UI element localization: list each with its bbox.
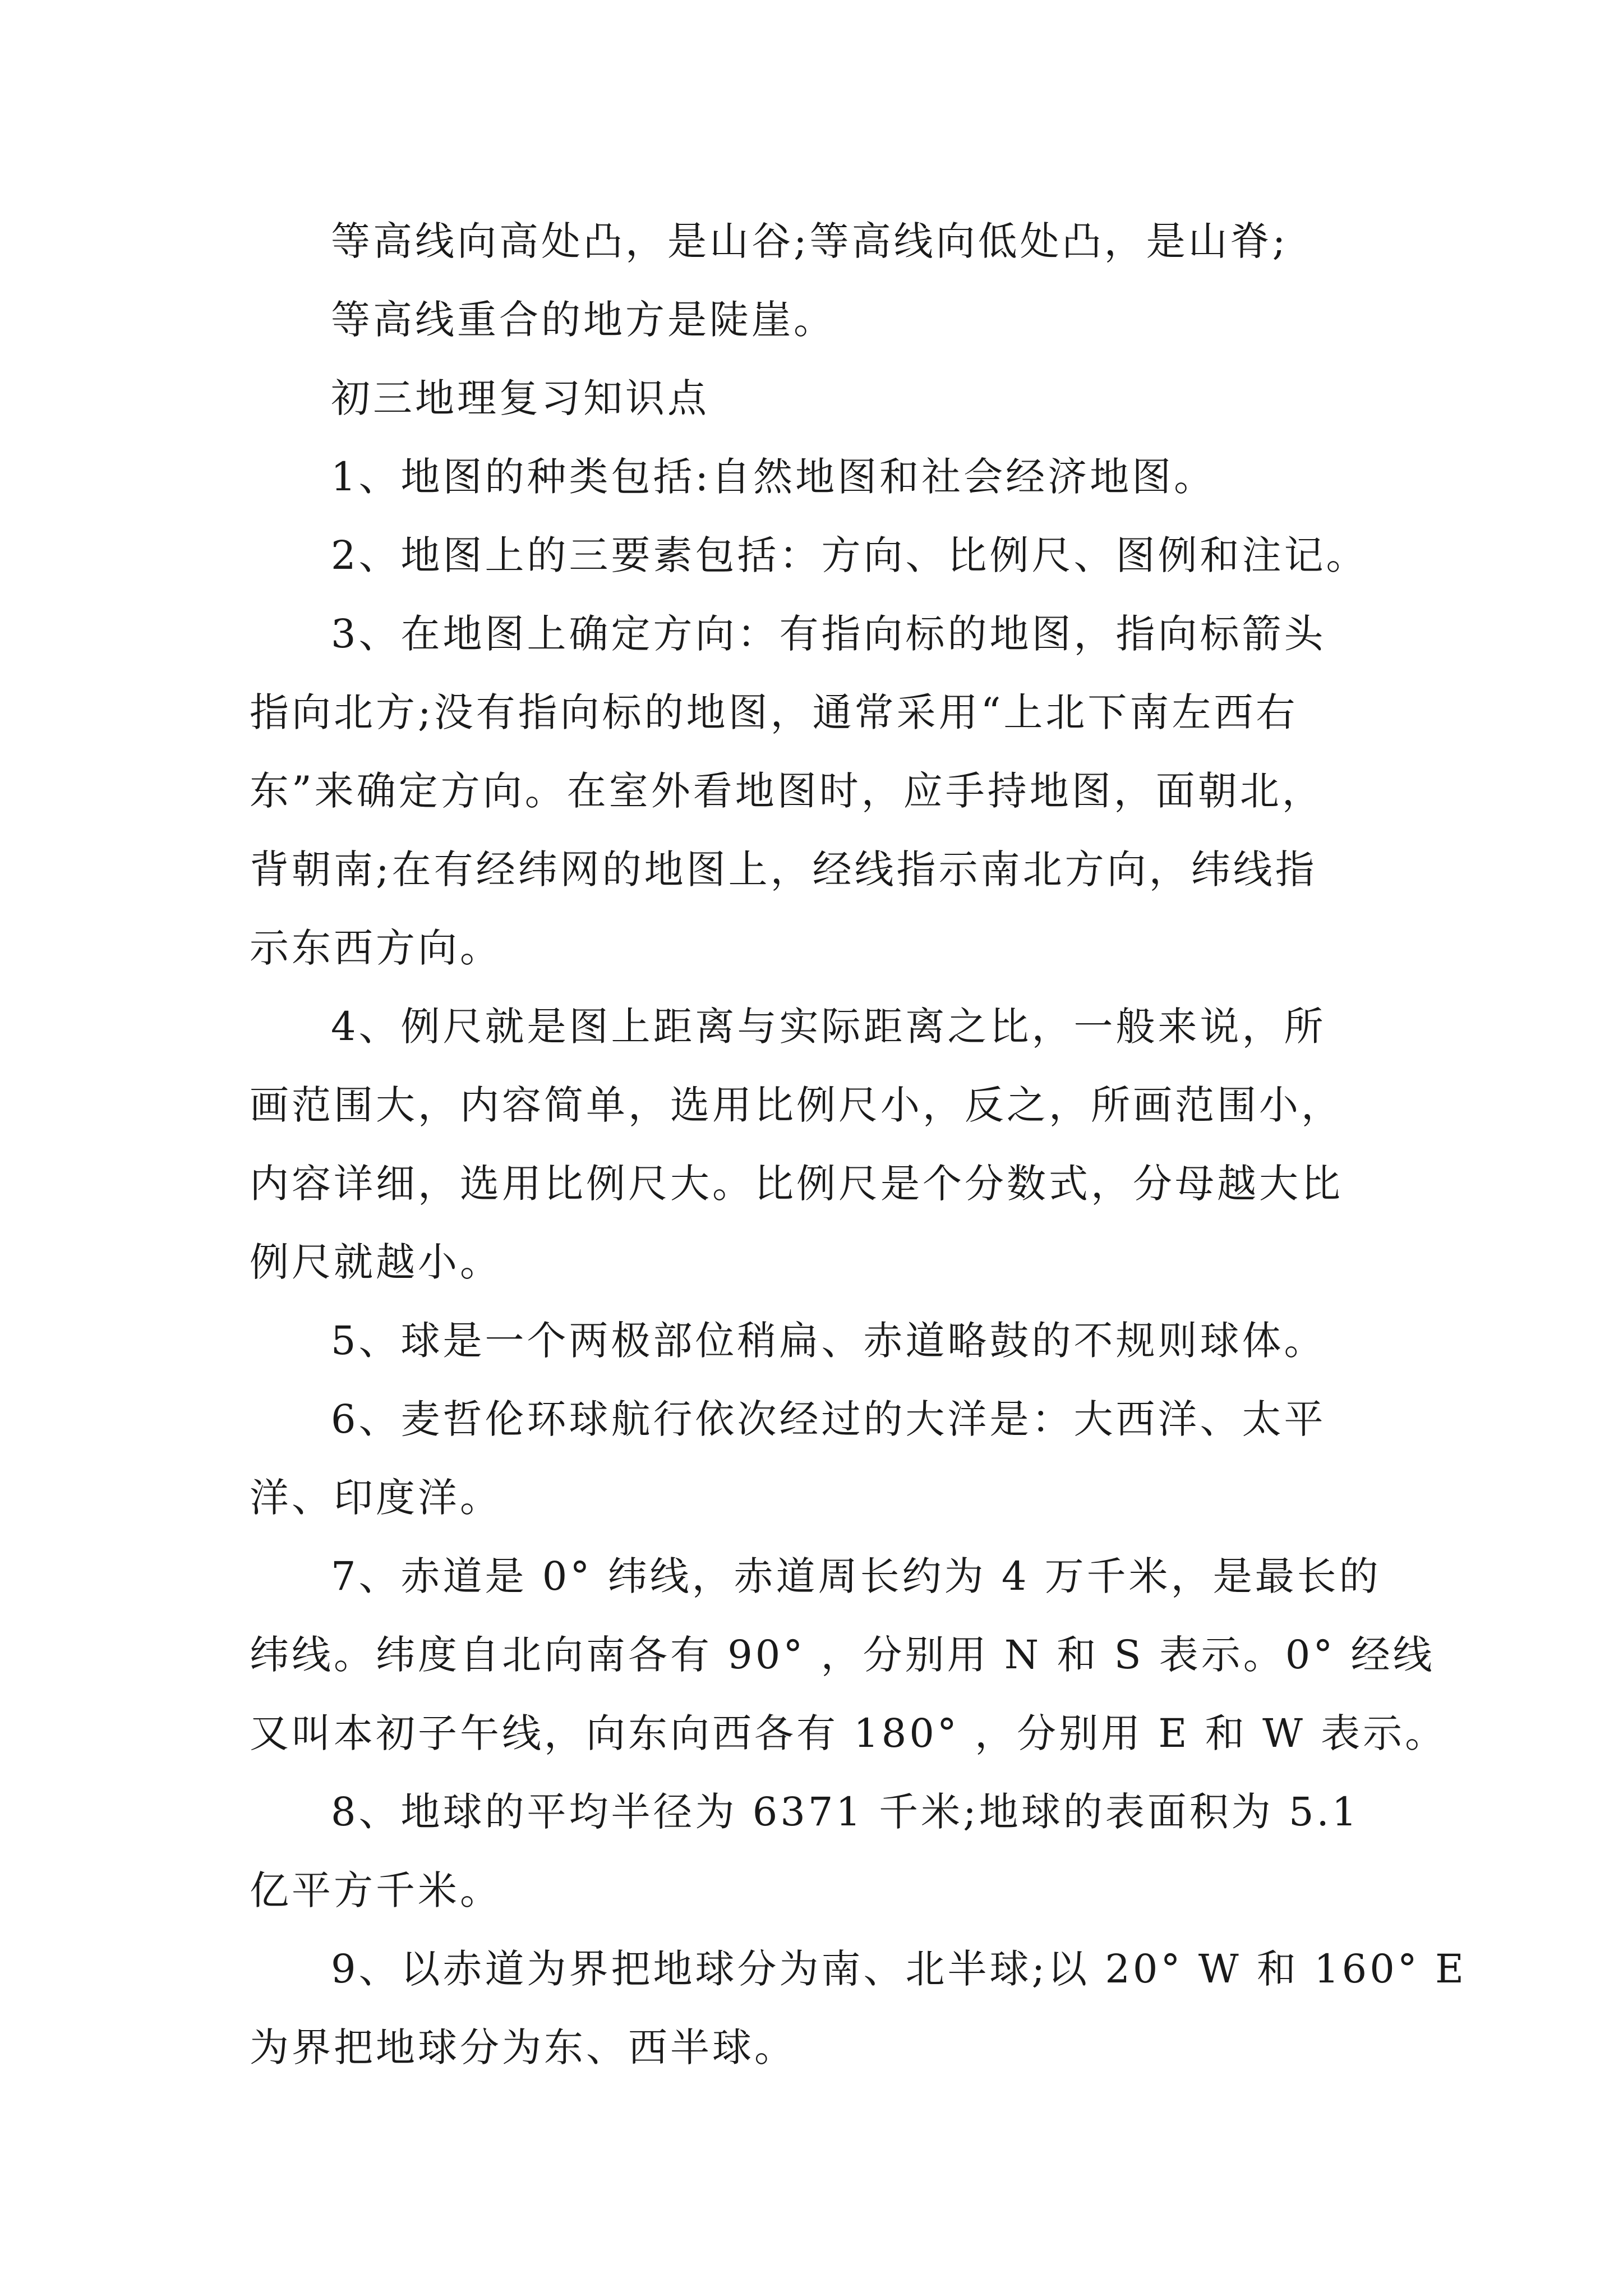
list-item-1: 1、地图的种类包括:自然地图和社会经济地图。 [331, 454, 1216, 500]
list-item-2: 2、地图上的三要素包括：方向、比例尺、图例和注记。 [331, 532, 1368, 578]
text-line: 画范围大，内容简单，选用比例尺小，反之，所画范围小， [250, 1082, 1343, 1128]
list-item-4: 4、例尺就是图上距离与实际距离之比，一般来说，所 [331, 1004, 1326, 1050]
text-line: 等高线重合的地方是陡崖。 [331, 297, 836, 343]
text-line: 例尺就越小。 [250, 1239, 502, 1285]
text-line: 示东西方向。 [250, 925, 502, 971]
list-item-5: 5、球是一个两极部位稍扁、赤道略鼓的不规则球体。 [331, 1318, 1326, 1364]
text-line: 等高线向高处凸，是山谷;等高线向低处凸，是山脊; [331, 218, 1289, 264]
text-line: 为界把地球分为东、西半球。 [250, 2024, 796, 2070]
text-line: 又叫本初子午线，向东向西各有 180° ，分别用 E 和 W 表示。 [250, 1710, 1447, 1756]
text-line: 洋、印度洋。 [250, 1475, 502, 1521]
list-item-9: 9、以赤道为界把地球分为南、北半球;以 20° W 和 160° E [331, 1946, 1467, 1992]
text-line: 亿平方千米。 [250, 1867, 502, 1913]
body-text [250, 202, 1467, 2087]
text-line: 指向北方;没有指向标的地图，通常采用“上北下南左西右 [250, 689, 1298, 735]
section-heading: 初三地理复习知识点 [331, 375, 709, 421]
text-line: 纬线。纬度自北向南各有 90° ，分别用 N 和 S 表示。0° 经线 [250, 1632, 1435, 1678]
text-line: 东”来确定方向。在室外看地图时，应手持地图，面朝北， [250, 768, 1324, 814]
text-line: 背朝南;在有经纬网的地图上，经线指示南北方向，纬线指 [250, 846, 1317, 892]
list-item-8: 8、地球的平均半径为 6371 千米;地球的表面积为 5.1 [331, 1789, 1360, 1835]
text-line: 内容详细，选用比例尺大。比例尺是个分数式，分母越大比 [250, 1161, 1343, 1207]
list-item-7: 7、赤道是 0° 纬线，赤道周长约为 4 万千米，是最长的 [331, 1553, 1381, 1599]
list-item-6: 6、麦哲伦环球航行依次经过的大洋是：大西洋、太平 [331, 1396, 1326, 1442]
list-item-3: 3、在地图上确定方向：有指向标的地图，指向标箭头 [331, 611, 1326, 657]
